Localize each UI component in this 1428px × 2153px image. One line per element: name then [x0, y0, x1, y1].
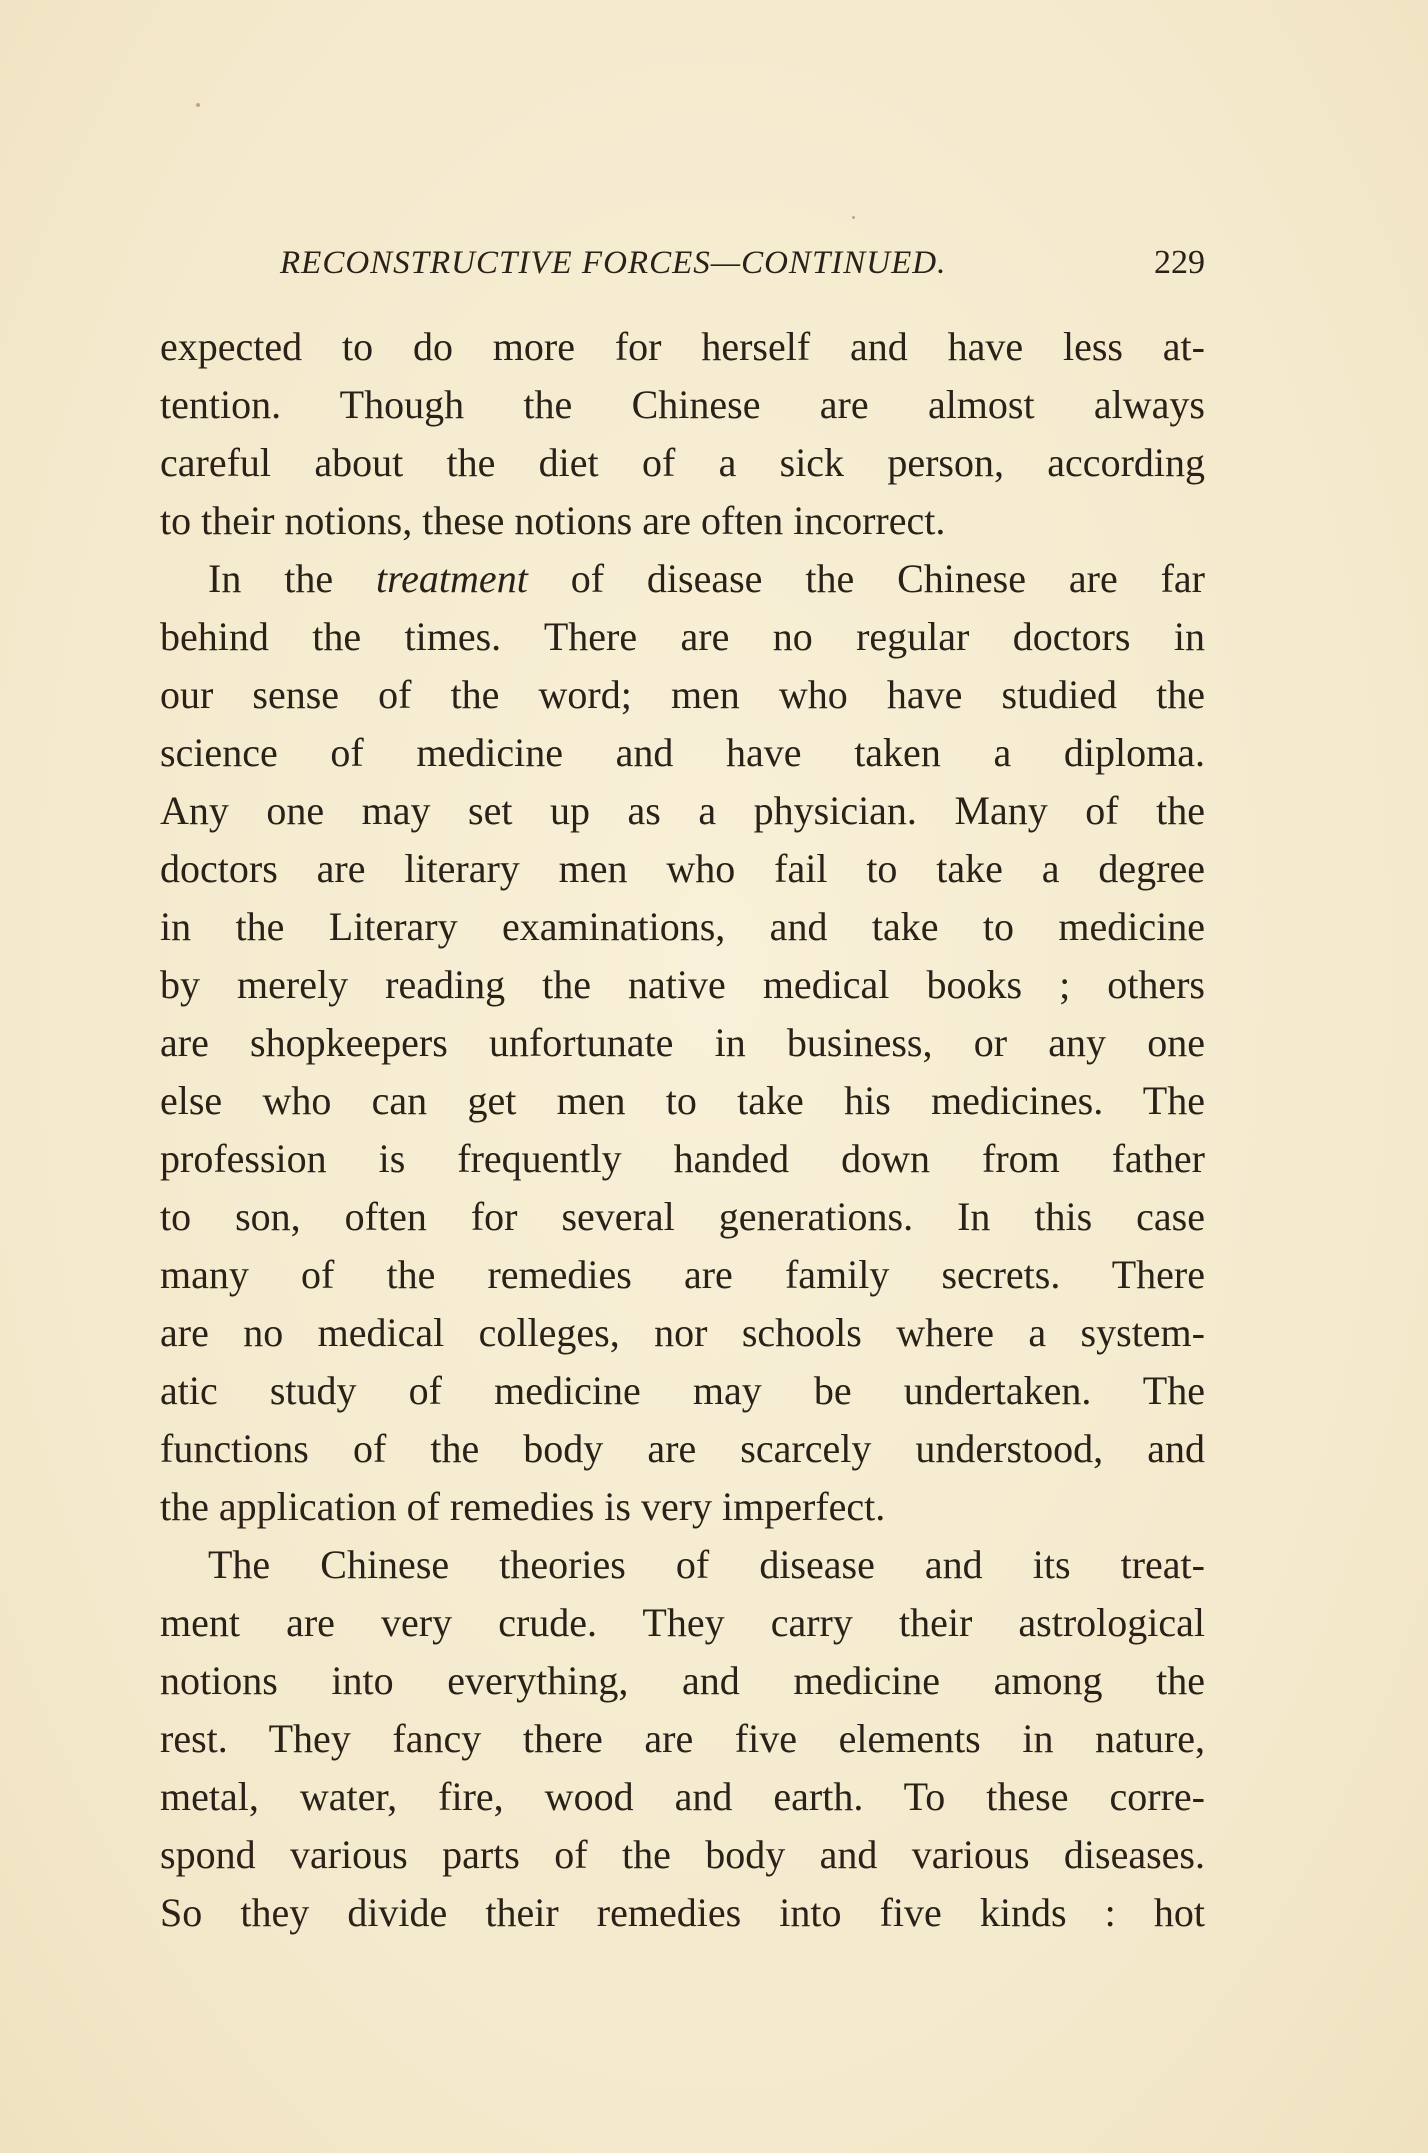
text-line	[160, 1826, 1205, 1884]
text-segment: are no medical colleges, nor schools where a system-	[160, 1310, 1205, 1355]
text-segment: in the Literary examinations, and take to medicine	[160, 904, 1205, 949]
text-line	[160, 1246, 1205, 1304]
text-segment: are shopkeepers unfortunate in business, or any one	[160, 1020, 1205, 1065]
running-title: RECONSTRUCTIVE FORCES—CONTINUED.	[280, 245, 947, 281]
text-line	[160, 782, 1205, 840]
text-segment: many of the remedies are family secrets. There	[160, 1252, 1205, 1297]
text-line	[160, 1652, 1205, 1710]
text-segment: our sense of the word; men who have studied the	[160, 672, 1205, 717]
text-segment: atic study of medicine may be undertaken. The	[160, 1368, 1205, 1413]
text-segment: of disease the Chinese are far	[527, 556, 1205, 601]
text-line	[160, 550, 1205, 608]
text-line	[160, 1478, 1205, 1536]
text-line	[160, 1420, 1205, 1478]
text-segment: The Chinese theories of disease and its treat-	[208, 1542, 1205, 1587]
text-segment: the application of remedies is very imperfect.	[160, 1484, 886, 1529]
text-segment: careful about the diet of a sick person, according	[160, 440, 1205, 485]
text-line	[160, 1768, 1205, 1826]
text-segment: In the	[208, 556, 376, 601]
text-line	[160, 1884, 1205, 1942]
page-number: 229	[1154, 244, 1205, 281]
italic-phrase: treatment	[375, 556, 528, 601]
text-segment: to their notions, these notions are often incorrect.	[160, 498, 946, 543]
text-segment: profession is frequently handed down from father	[160, 1136, 1205, 1181]
text-segment: notions into everything, and medicine among the	[160, 1658, 1205, 1703]
text-segment: behind the times. There are no regular doctors in	[160, 614, 1205, 659]
text-line	[160, 318, 1205, 376]
text-segment: to son, often for several generations. In this case	[160, 1194, 1205, 1239]
text-line	[160, 1710, 1205, 1768]
text-line	[160, 1362, 1205, 1420]
text-line	[160, 956, 1205, 1014]
text-segment: spond various parts of the body and various diseases.	[160, 1832, 1205, 1877]
text-line	[160, 1014, 1205, 1072]
text-line	[160, 1536, 1205, 1594]
text-line	[160, 608, 1205, 666]
text-line	[160, 1188, 1205, 1246]
text-segment: functions of the body are scarcely understood, and	[160, 1426, 1205, 1471]
text-segment: expected to do more for herself and have less at-	[160, 324, 1205, 369]
text-line	[160, 724, 1205, 782]
text-line	[160, 666, 1205, 724]
text-line	[160, 376, 1205, 434]
text-line	[160, 840, 1205, 898]
text-segment: rest. They fancy there are five elements in nature,	[160, 1716, 1205, 1761]
text-line	[160, 1304, 1205, 1362]
text-segment: ment are very crude. They carry their astrological	[160, 1600, 1205, 1645]
text-segment: by merely reading the native medical books ; others	[160, 962, 1205, 1007]
text-segment: So they divide their remedies into five kinds : hot	[160, 1890, 1205, 1935]
paper-speck	[852, 216, 855, 219]
paper-speck	[196, 103, 200, 107]
text-line	[160, 434, 1205, 492]
text-segment: doctors are literary men who fail to take a degree	[160, 846, 1205, 891]
text-segment: science of medicine and have taken a diploma.	[160, 730, 1205, 775]
text-segment: else who can get men to take his medicines. The	[160, 1078, 1205, 1123]
text-line	[160, 898, 1205, 956]
text-segment: tention. Though the Chinese are almost always	[160, 382, 1205, 427]
text-line	[160, 1130, 1205, 1188]
running-head	[160, 238, 1205, 288]
text-segment: Any one may set up as a physician. Many of the	[160, 788, 1205, 833]
body-text	[160, 318, 1205, 1942]
text-line	[160, 1594, 1205, 1652]
text-line	[160, 492, 1205, 550]
text-line	[160, 1072, 1205, 1130]
text-segment: metal, water, fire, wood and earth. To these corre-	[160, 1774, 1205, 1819]
